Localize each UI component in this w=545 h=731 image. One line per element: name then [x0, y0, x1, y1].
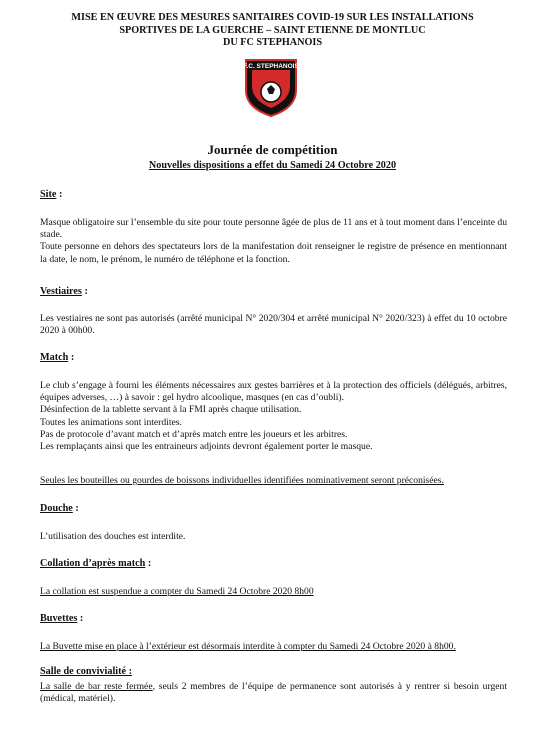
section-body-convivialite: [40, 681, 507, 705]
header-line-3: DU FC STEPHANOIS: [222, 37, 323, 48]
paragraph: Toute personne en dehors des spectateurs lors de la manifestation doit renseigner le registre de présence en mentionnant la date, le nom, le prénom, le numéro de téléphone et la fonction.: [40, 241, 507, 265]
section-body-collation: La collation est suspendue a compter du Samedi 24 Octobre 2020 8h00: [40, 586, 314, 597]
paragraph: Désinfection de la tablette servant à la FMI après chaque utilisation.: [40, 404, 302, 416]
section-heading-buvettes: Buvettes :: [40, 613, 84, 624]
section-heading-collation: Collation d’après match :: [40, 558, 152, 569]
section-heading-site: Site :: [40, 189, 63, 200]
paragraph: Le club s’engage à fourni les éléments nécessaires aux gestes barrières et à la protection des officiels (délégués, arbitres, équipes adverses, …) à savoir : gel hydro alcoolique, masques (en cas d’oubli).: [40, 380, 507, 404]
section-body-site: [40, 217, 507, 266]
section-heading-convivialite: [40, 666, 132, 677]
header-line-2: SPORTIVES DE LA GUERCHE – SAINT ETIENNE DE MONTLUC: [119, 24, 426, 36]
paragraph-text: , seuls 2 membres de l’équipe de permanence sont autorisés à y rentrer si besoin urgent (médical, matériel).: [40, 681, 508, 705]
heading-text: Vestiaires: [40, 286, 82, 297]
paragraph: Pas de protocole d’avant match et d’après match entre les joueurs et les arbitres.: [40, 428, 348, 440]
section-body-buvettes: La Buvette mise en place à l’extérieur est désormais interdite à compter du Samedi 24 Octobre 2020 à 8h00.: [40, 641, 456, 652]
heading-text: Buvettes: [40, 613, 78, 624]
section-body-vestiaires: [40, 313, 507, 337]
club-logo: [240, 56, 302, 118]
section-heading-match: Match :: [40, 352, 75, 363]
heading-text: Collation d’après match: [40, 558, 146, 569]
document-header: [0, 12, 545, 50]
section-body-douche: [40, 531, 507, 543]
heading-text: Match: [40, 352, 69, 363]
heading-text: Douche: [40, 503, 73, 514]
section-heading-vestiaires: Vestiaires :: [40, 286, 88, 297]
match-note: Seules les bouteilles ou gourdes de boissons individuelles identifiées nominativement seront préconisées.: [40, 475, 444, 486]
section-body-match: [40, 380, 507, 453]
paragraph: Les vestiaires ne sont pas autorisés (arrêté municipal N° 2020/304 et arrêté municipal N° 2020/323) à effet du 10 octobre 2020 à 00h00.: [40, 313, 507, 337]
paragraph: Masque obligatoire sur l’ensemble du site pour toute personne âgée de plus de 11 ans et à tout moment dans l’enceinte du stade.: [40, 217, 507, 241]
header-line-1: MISE EN ŒUVRE DES MESURES SANITAIRES COVID-19 SUR LES INSTALLATIONS: [71, 12, 474, 23]
section-heading-douche: Douche :: [40, 503, 79, 514]
paragraph: Les remplaçants ainsi que les entraineurs adjoints devront également porter le masque.: [40, 441, 373, 453]
paragraph: L’utilisation des douches est interdite.: [40, 531, 186, 542]
page-subtitle: Nouvelles dispositions a effet du Samedi 24 Octobre 2020: [148, 160, 397, 171]
heading-text: Site: [40, 189, 57, 200]
paragraph: Toutes les animations sont interdites.: [40, 416, 182, 428]
heading-text: Salle de convivialité :: [40, 666, 132, 677]
page-title: Journée de compétition: [207, 142, 338, 157]
logo-text: F.C. STEPHANOIS: [243, 63, 299, 70]
underlined-text: La salle de bar reste fermée: [40, 681, 153, 692]
